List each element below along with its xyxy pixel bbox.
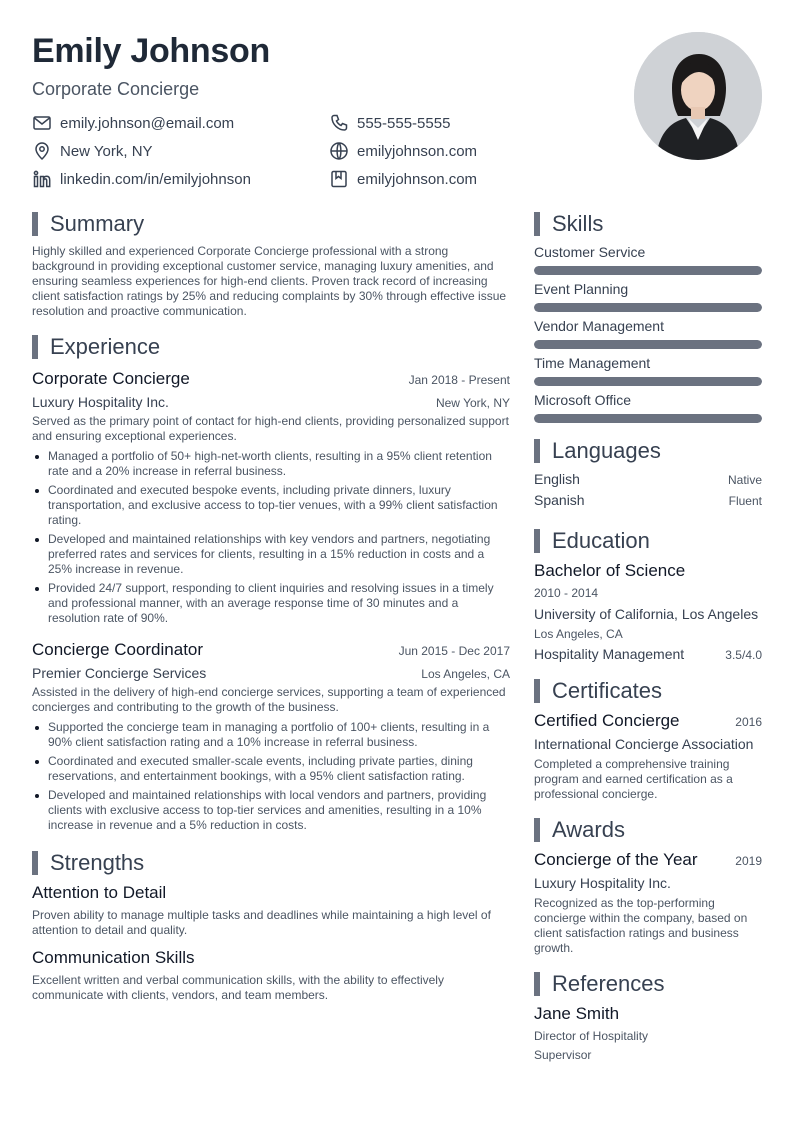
list-item: Developed and maintained relationships with key vendors and partners, negotiating preferred rates and services for clients, resulting in a 15% reduction in costs and a 25% increase in revenue. [32, 532, 510, 577]
skills-section [534, 210, 762, 423]
certificates-title: Certificates [552, 678, 663, 703]
contact-phone-text: 555-555-5555 [357, 114, 451, 132]
reference-relation: Supervisor [534, 1048, 592, 1062]
job-location: New York, NY [435, 396, 510, 410]
summary-text: Highly skilled and experienced Corporate Concierge professional with a strong background in providing exceptional customer service, managing luxury amenities, and ensuring seamless experiences for high-end clients. Proven track record of increasing client satisfaction ratings by 25% and reducing complaints by 30% through effective issue resolution and proactive communication. [32, 244, 507, 318]
language-name: English [534, 471, 580, 487]
skill-bar [534, 266, 762, 275]
language-level: Fluent [728, 494, 762, 508]
experience-section [32, 333, 510, 833]
language-name: Spanish [534, 492, 585, 508]
education-gpa: 3.5/4.0 [725, 648, 762, 662]
resume-header [32, 32, 762, 192]
job-entry [32, 640, 510, 833]
contact-location-text: New York, NY [60, 142, 153, 160]
summary-section [32, 210, 510, 319]
certificate-year: 2016 [735, 715, 762, 729]
skill-label: Event Planning [534, 281, 629, 297]
section-accent-bar [534, 679, 540, 703]
skill-bar [534, 340, 762, 349]
skill-item [534, 244, 762, 275]
section-accent-bar [534, 818, 540, 842]
job-title: Corporate Concierge [32, 369, 190, 388]
experience-title: Experience [50, 334, 161, 359]
portfolio-icon [329, 169, 349, 189]
skill-bar-fill [534, 303, 762, 312]
education-school: University of California, Los Angeles [534, 606, 759, 622]
phone-icon [329, 113, 349, 133]
languages-section [534, 437, 762, 513]
skill-bar [534, 414, 762, 423]
job-company: Luxury Hospitality Inc. [32, 394, 169, 410]
job-title: Concierge Coordinator [32, 640, 204, 659]
job-description: Assisted in the delivery of high-end concierge services, supporting a team of experienced concierges and contributing to the growth of the business. [32, 685, 506, 714]
section-accent-bar [534, 529, 540, 553]
left-column [32, 210, 510, 1013]
list-item: Coordinated and executed smaller-scale events, including private parties, dining reservations, and entertainment bookings, with a 95% client satisfaction rating. [32, 754, 510, 784]
email-icon [32, 113, 52, 133]
contact-linkedin[interactable] [32, 168, 251, 190]
list-item: Developed and maintained relationships with local vendors and partners, providing clients with exclusive access to top-tier services and amenities, resulting in a 10% increase in revenue and a 5% reduction in costs. [32, 788, 510, 833]
profile-photo [634, 32, 762, 160]
location-icon [32, 141, 52, 161]
list-item: Supported the concierge team in managing a portfolio of 100+ clients, resulting in a 90% client satisfaction rating and a 10% increase in referral business. [32, 720, 510, 750]
candidate-name: Emily Johnson [32, 32, 270, 70]
language-level: Native [727, 473, 762, 487]
skill-label: Vendor Management [534, 318, 664, 334]
list-item: Coordinated and executed bespoke events, including private dinners, luxury transportation, and exclusive access to top-tier venues, with a 99% client satisfaction rating. [32, 483, 510, 528]
summary-title: Summary [50, 211, 145, 236]
skills-title: Skills [552, 211, 604, 236]
experience-heading [32, 333, 510, 361]
contact-email[interactable] [32, 112, 234, 134]
contact-portfolio-text: emilyjohnson.com [357, 170, 478, 188]
education-title: Education [552, 528, 650, 553]
skill-bar [534, 303, 762, 312]
education-location: Los Angeles, CA [534, 627, 623, 641]
certificate-name: Certified Concierge [534, 711, 680, 730]
strengths-title: Strengths [50, 850, 145, 875]
section-accent-bar [32, 851, 38, 875]
award-name: Concierge of the Year [534, 850, 698, 869]
linkedin-icon [32, 169, 52, 189]
skill-item [534, 318, 762, 349]
job-location: Los Angeles, CA [421, 667, 510, 681]
award-year: 2019 [735, 854, 762, 868]
education-dates: 2010 - 2014 [534, 586, 599, 600]
skill-bar-fill [534, 377, 762, 386]
job-description: Served as the primary point of contact for high-end clients, providing personalized support and ensuring exceptional experiences. [32, 414, 509, 443]
section-accent-bar [32, 212, 38, 236]
skill-bar [534, 377, 762, 386]
contact-website[interactable] [329, 140, 477, 162]
strength-text: Proven ability to manage multiple tasks and deadlines while maintaining a high level of attention to detail and quality. [32, 908, 491, 937]
skill-label: Microsoft Office [534, 392, 631, 408]
certificate-text: Completed a comprehensive training program and earned certification as a professional concierge. [534, 757, 733, 801]
strength-text: Excellent written and verbal communication skills, with the ability to effectively communicate with clients, vendors, and team members. [32, 973, 444, 1002]
skill-item [534, 355, 762, 386]
references-heading [534, 970, 762, 998]
certificate-issuer: International Concierge Association [534, 736, 754, 752]
education-field: Hospitality Management [534, 646, 685, 662]
profile-photo-image [634, 32, 762, 160]
list-item: Provided 24/7 support, responding to client inquiries and resolving issues in a timely and professional manner, with an average response time of 30 minutes and a resolution rate of 90%. [32, 581, 510, 626]
education-heading [534, 527, 762, 555]
section-accent-bar [534, 972, 540, 996]
job-dates: Jan 2018 - Present [408, 373, 510, 387]
reference-name: Jane Smith [534, 1004, 620, 1023]
contact-phone[interactable] [329, 112, 450, 134]
section-accent-bar [534, 439, 540, 463]
strength-title: Communication Skills [32, 948, 195, 967]
awards-heading [534, 816, 762, 844]
contact-linkedin-text: linkedin.com/in/emilyjohnson [60, 170, 251, 188]
languages-title: Languages [552, 438, 661, 463]
awards-title: Awards [552, 817, 625, 842]
job-dates: Jun 2015 - Dec 2017 [398, 644, 510, 658]
certificates-section [534, 677, 762, 802]
skill-bar-fill [534, 266, 762, 275]
job-company: Premier Concierge Services [32, 665, 207, 681]
contact-email-text: emily.johnson@email.com [60, 114, 235, 132]
reference-position: Director of Hospitality [534, 1029, 649, 1043]
certificates-heading [534, 677, 762, 705]
job-entry [32, 369, 510, 626]
languages-heading [534, 437, 762, 465]
skill-label: Time Management [534, 355, 651, 371]
skill-item [534, 281, 762, 312]
language-item [534, 471, 762, 492]
section-accent-bar [534, 212, 540, 236]
education-degree: Bachelor of Science [534, 561, 686, 580]
skill-label: Customer Service [534, 244, 646, 260]
awards-section [534, 816, 762, 956]
contact-website-text: emilyjohnson.com [357, 142, 478, 160]
strength-entry [32, 883, 510, 938]
education-section [534, 527, 762, 663]
summary-heading [32, 210, 510, 238]
strength-title: Attention to Detail [32, 883, 167, 902]
list-item: Managed a portfolio of 50+ high-net-worth clients, resulting in a 95% client retention rate and a 20% increase in referral business. [32, 449, 510, 479]
contact-location [32, 140, 153, 162]
award-issuer: Luxury Hospitality Inc. [534, 875, 671, 891]
references-title: References [552, 971, 665, 996]
references-section [534, 970, 762, 1063]
strengths-section [32, 849, 510, 1003]
section-accent-bar [32, 335, 38, 359]
skill-bar-fill [534, 340, 762, 349]
job-bullets [32, 720, 510, 833]
award-text: Recognized as the top-performing concierge within the company, based on client satisfaction ratings and business growth. [534, 896, 748, 955]
strengths-heading [32, 849, 510, 877]
skill-item [534, 392, 762, 423]
globe-icon [329, 141, 349, 161]
strength-entry [32, 948, 510, 1003]
candidate-role: Corporate Concierge [32, 79, 200, 99]
skills-heading [534, 210, 762, 238]
job-bullets [32, 449, 510, 626]
skill-bar-fill [534, 414, 762, 423]
language-item [534, 492, 762, 513]
right-column [534, 210, 762, 1063]
contact-portfolio[interactable] [329, 168, 477, 190]
